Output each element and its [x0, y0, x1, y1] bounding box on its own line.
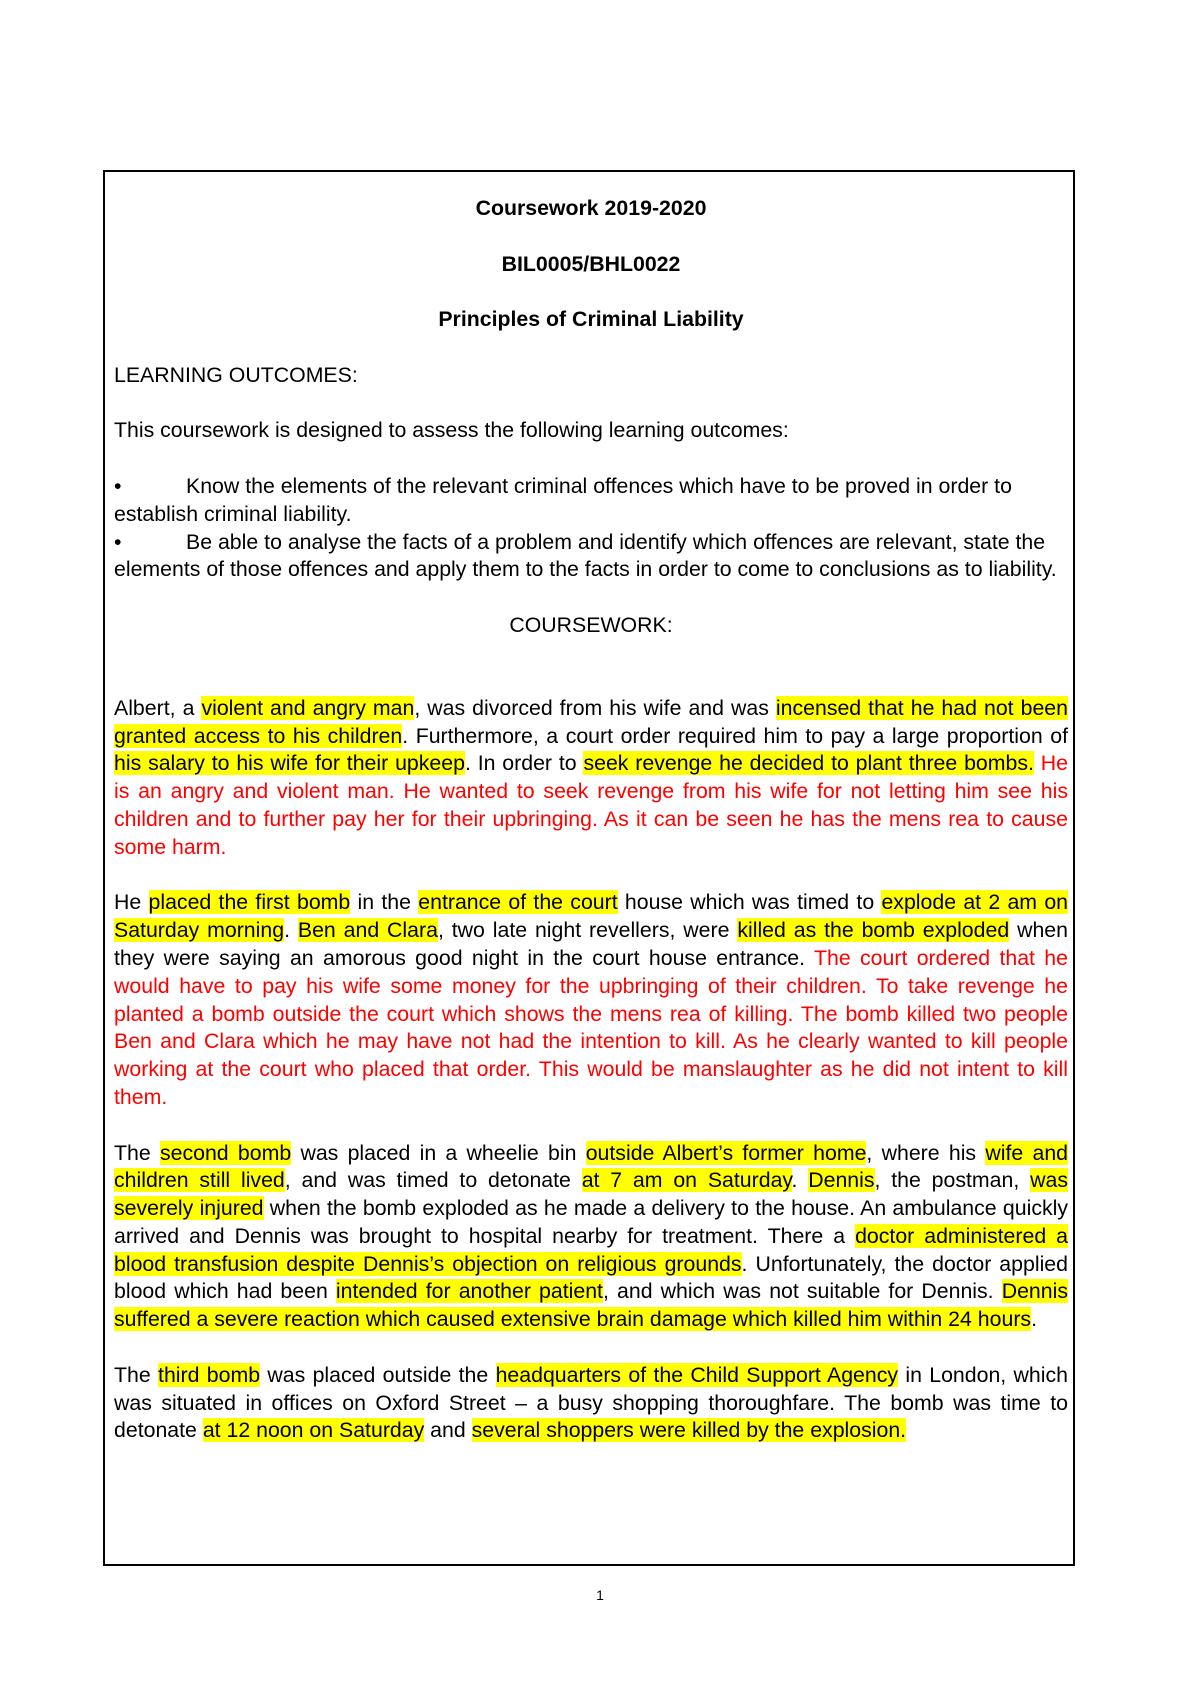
scenario-paragraph [114, 889, 1068, 1111]
coursework-title: Coursework 2019-2020 [475, 196, 707, 220]
highlighted-text: intended for another patient [335, 1279, 603, 1304]
body-text: , and was timed to detonate [284, 1168, 582, 1193]
body-text: was placed outside the [260, 1362, 496, 1387]
learning-outcome-text: Be able to analyse the facts of a problem and identify which offences are relevant, state the elements of those offences and apply them to the facts in order to come to conclusions as to liability. [114, 529, 1057, 582]
scenario-paragraph [114, 695, 1068, 862]
body-text: , and which was not suitable for Dennis. [602, 1279, 1002, 1304]
highlighted-text: doctor administered a blood transfusion despite Dennis’s objection on religious grounds [114, 1223, 1069, 1276]
highlighted-text: killed as the bomb exploded [737, 918, 1010, 943]
highlighted-text: seek revenge he decided to plant three bombs. [583, 751, 1034, 776]
body-text: . [791, 1168, 809, 1193]
bullet-icon: • [114, 473, 122, 498]
body-text: The [114, 1362, 159, 1387]
body-text: , was divorced from his wife and was [414, 695, 776, 720]
body-text: , two late night revellers, were [437, 918, 738, 943]
coursework-heading: COURSEWORK: [509, 612, 673, 637]
body-text: . In order to [464, 751, 584, 776]
highlighted-text: second bomb [159, 1140, 292, 1165]
page-number: 1 [596, 1587, 604, 1603]
highlighted-text: several shoppers were killed by the explosion. [471, 1418, 907, 1443]
module-title: Principles of Criminal Liability [438, 307, 744, 332]
body-text: in the [350, 890, 419, 915]
body-text: and [424, 1418, 472, 1443]
highlighted-text: at 12 noon on Saturday [202, 1418, 425, 1443]
highlighted-text: outside Albert’s former home [585, 1140, 867, 1165]
scenario-paragraph [114, 1140, 1068, 1335]
highlighted-text: Dennis [808, 1168, 875, 1193]
highlighted-text: wife and children still lived [114, 1140, 1069, 1193]
highlighted-text: entrance of the court [418, 890, 618, 915]
highlighted-text: Ben and Clara [297, 918, 438, 943]
highlighted-text: placed the first bomb [148, 890, 351, 915]
highlighted-text: violent and angry man [201, 695, 415, 720]
document-body [114, 195, 1068, 1445]
body-text: in London, which was situated in offices on Oxford Street – a busy shopping thoroughfare. The bomb was time to detonate [114, 1362, 1068, 1443]
body-text: . Unfortunately, the doctor applied blood which had been [114, 1251, 1068, 1304]
module-code: BIL0005/BHL0022 [501, 251, 681, 276]
learning-outcome-text: Know the elements of the relevant criminal offences which have to be proved in order to establish criminal liability. [114, 473, 1012, 526]
body-text: when they were saying an amorous good night in the court house entrance. [114, 918, 1068, 970]
body-text: , where his [866, 1140, 986, 1165]
body-text: when the bomb exploded as he made a delivery to the house. An ambulance quickly arrived and Dennis was brought to hospital nearby for treatment. There a [114, 1196, 1068, 1248]
highlighted-text: was severely injured [114, 1168, 1068, 1221]
body-text: . [284, 918, 298, 943]
highlighted-text: explode at 2 am on Saturday morning [114, 890, 1069, 943]
body-text: The [114, 1140, 160, 1165]
highlighted-text: headquarters of the Child Support Agency [495, 1362, 899, 1387]
highlighted-text: Dennis suffered a severe reaction which caused extensive brain damage which killed him within 24 hours [114, 1279, 1068, 1332]
body-text: , the postman, [874, 1168, 1031, 1193]
annotation-text: He is an angry and violent man. He wanted to seek revenge from his wife for not letting him see his children and to further pay her for their upbringing. As it can be seen he has the mens rea to cause some harm. [114, 751, 1068, 859]
bullet-icon: • [114, 529, 122, 554]
learning-outcomes-intro: This coursework is designed to assess the following learning outcomes: [114, 418, 789, 443]
highlighted-text: his salary to his wife for their upkeep [114, 751, 465, 776]
annotation-text: The court ordered that he would have to pay his wife some money for the upbringing of their children. To take revenge he planted a bomb outside the court which shows the mens rea of killing. The bomb killed two people Ben and Clara which he may have not had the intention to kill. As he clearly wanted to kill people working at the court who placed that order. This would be manslaughter as he did not intent to kill them. [114, 945, 1068, 1109]
body-text: . Furthermore, a court order required him to pay a large proportion of [402, 723, 1068, 748]
scenario-text [114, 695, 1068, 1446]
highlighted-text: third bomb [158, 1362, 261, 1387]
body-text: Albert, a [114, 695, 202, 720]
body-text: house which was timed to [617, 890, 882, 915]
highlighted-text: incensed that he had not been granted access to his children [114, 695, 1068, 748]
highlighted-text: at 7 am on Saturday [581, 1168, 792, 1193]
scenario-paragraph [114, 1362, 1068, 1445]
learning-outcomes-heading: LEARNING OUTCOMES: [114, 362, 358, 387]
learning-outcome-item [114, 473, 1068, 529]
learning-outcome-item [114, 529, 1068, 585]
body-text: He [114, 890, 149, 915]
body-text: . [1031, 1307, 1037, 1332]
body-text: was placed in a wheelie bin [291, 1140, 586, 1165]
